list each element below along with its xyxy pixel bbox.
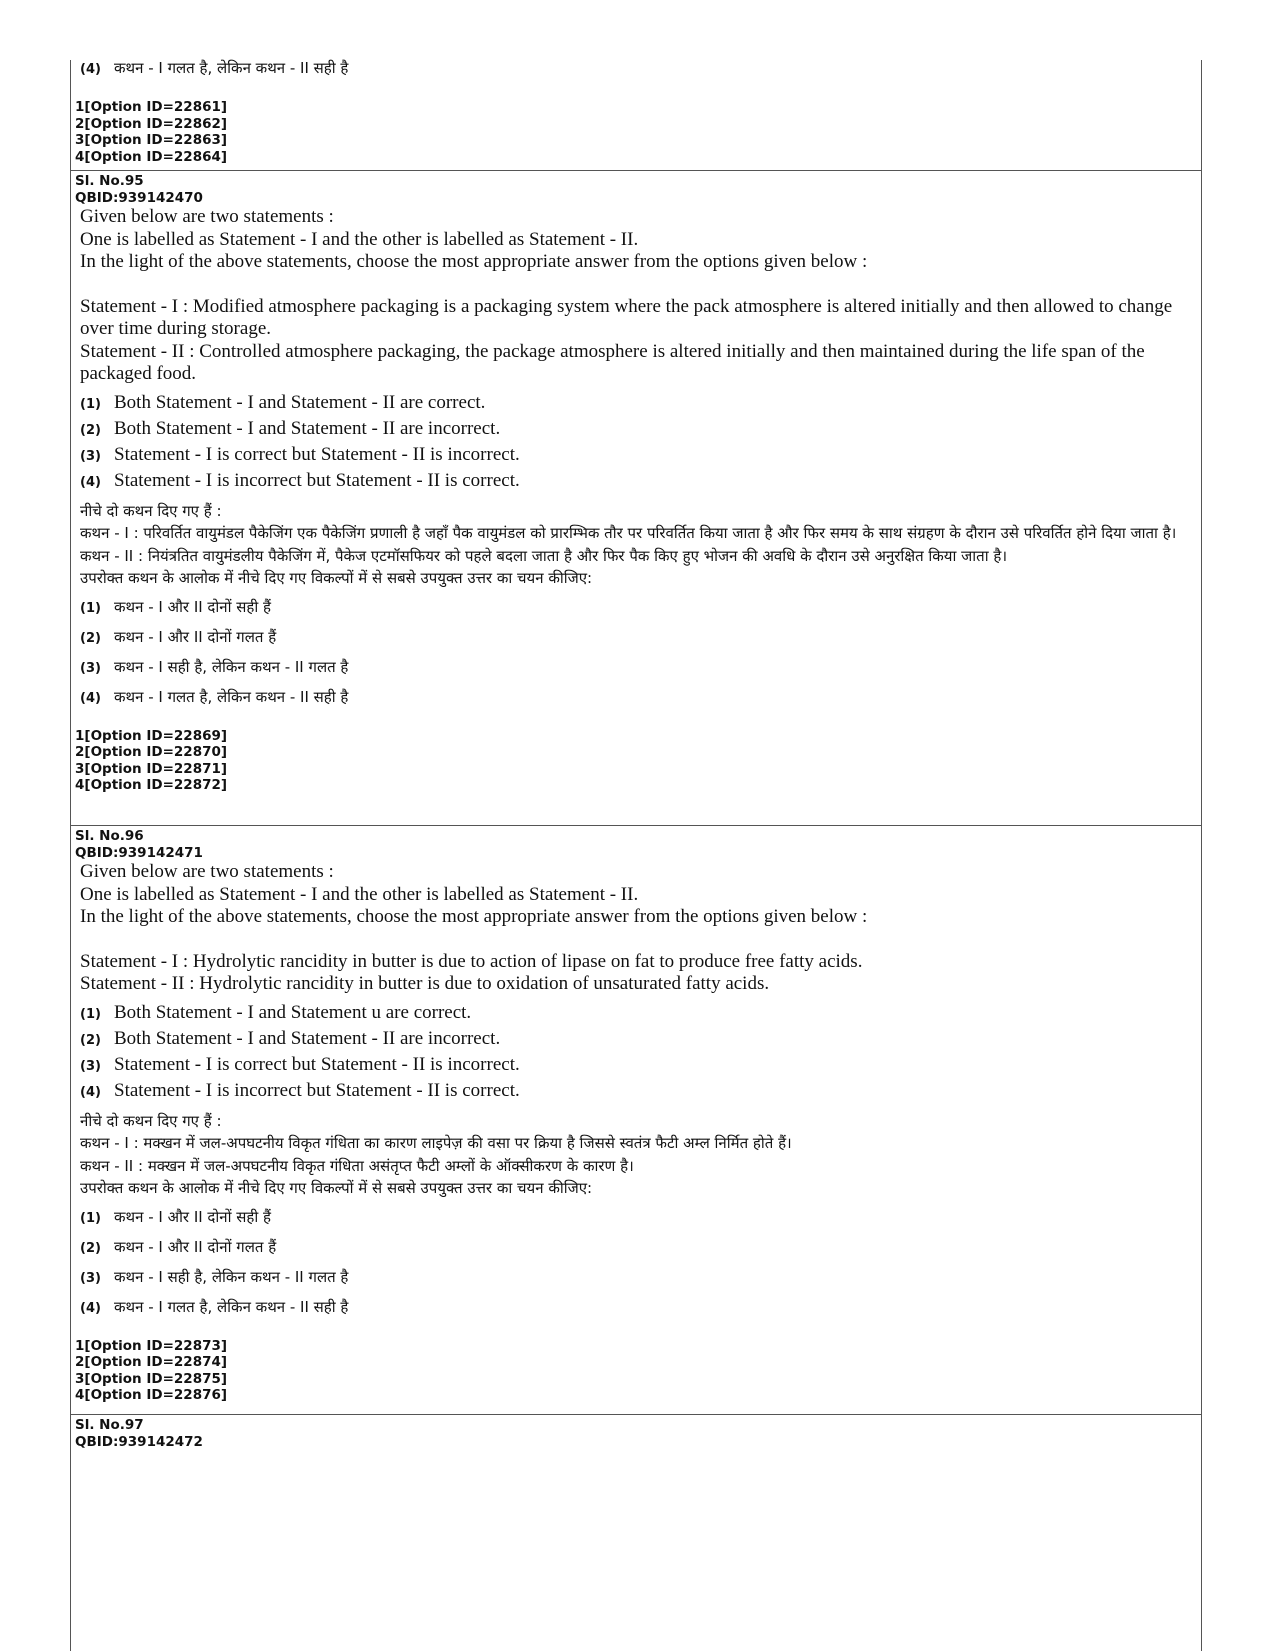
english-option-3[interactable] [70,444,1202,470]
option-number: (2) [80,422,101,438]
option-id: 1[Option ID=22873] [75,1337,228,1354]
option-number: (4) [80,474,101,490]
hindi-option-4 [70,57,1202,87]
intro-line: In the light of the above statements, choose the most appropriate answer from the options given below : [80,906,868,928]
question-96 [70,828,1202,1404]
option-text: Both Statement - I and Statement - II are incorrect. [114,417,501,439]
statements-english [70,296,1202,386]
option-number: (1) [80,396,101,412]
english-option-4[interactable] [70,470,1202,496]
option-number: (4) [80,1300,101,1316]
option-text: Both Statement - I and Statement - II are correct. [114,391,486,413]
option-number: (1) [80,600,101,616]
statements-english [70,951,1202,996]
intro-line: Given below are two statements : [80,861,334,883]
option-number: (3) [80,1058,101,1074]
question-separator [70,1414,1202,1415]
option-id: 2[Option ID=22862] [75,115,228,132]
intro-line: In the light of the above statements, choose the most appropriate answer from the options given below : [80,251,868,273]
qbid: QBID:939142472 [75,1433,203,1450]
option-text: Statement - I is incorrect but Statement - II is correct. [114,1079,520,1101]
option-number: (4) [80,1084,101,1100]
hindi-statements [70,1110,1202,1200]
option-number: (3) [80,448,101,464]
question-97 [70,1417,1202,1450]
statement-2: Statement - II : Controlled atmosphere packaging, the package atmosphere is altered initially and then maintained during the life span of the packaged food. [80,340,1145,385]
hindi-line: कथन - I : मक्खन में जल-अपघटनीय विकृत गंधिता का कारण लाइपेज़ की वसा पर क्रिया है जिससे स्वतंत्र फैटी अम्ल निर्मित होते हैं। [80,1134,792,1153]
hindi-option-1[interactable] [70,1206,1202,1236]
hindi-line: नीचे दो कथन दिए गए हैं : [80,1111,222,1130]
option-number: (3) [80,660,101,676]
hindi-option-2[interactable] [70,1236,1202,1266]
english-option-3[interactable] [70,1054,1202,1080]
question-95 [70,173,1202,794]
hindi-statements [70,500,1202,590]
option-text: कथन - I और II दोनों सही हैं [114,597,271,616]
option-id: 3[Option ID=22871] [75,760,228,777]
option-text: कथन - I और II दोनों सही हैं [114,1207,271,1226]
option-number: (2) [80,1032,101,1048]
question-separator [70,170,1202,171]
option-text: कथन - I गलत है, लेकिन कथन - II सही है [114,1297,349,1316]
question-separator [70,825,1202,826]
english-options [70,392,1202,496]
option-text: Statement - I is correct but Statement - II is incorrect. [114,443,520,465]
option-id: 4[Option ID=22872] [75,777,228,794]
hindi-option-3[interactable] [70,1266,1202,1296]
option-text: कथन - I गलत है, लेकिन कथन - II सही है [114,59,349,77]
option-text: Both Statement - I and Statement - II are incorrect. [114,1027,501,1049]
intro-line: One is labelled as Statement - I and the other is labelled as Statement - II. [80,228,639,250]
serial-number: Sl. No.97 [75,1417,144,1433]
qbid: QBID:939142470 [75,189,203,206]
question-intro [70,861,1202,929]
english-option-4[interactable] [70,1080,1202,1106]
option-text: Both Statement - I and Statement u are correct. [114,1001,472,1023]
option-text: कथन - I सही है, लेकिन कथन - II गलत है [114,657,349,676]
hindi-option-3[interactable] [70,656,1202,686]
option-text: कथन - I सही है, लेकिन कथन - II गलत है [114,1267,349,1286]
option-id: 4[Option ID=22864] [75,148,228,165]
option-id: 1[Option ID=22861] [75,99,228,115]
statement-1: Statement - I : Modified atmosphere packaging is a packaging system where the pack atmosphere is altered initially and then allowed to change over time during storage. [80,295,1173,340]
option-id: 2[Option ID=22874] [75,1354,228,1371]
hindi-line: कथन - I : परिवर्तित वायुमंडल पैकेजिंग एक पैकेजिंग प्रणाली है जहाँ पैक वायुमंडल को प्रारम्भिक तौर पर परिवर्तित किया जाता है और फिर समय के साथ संग्रहण के दौरान उसे परिवर्तित होने दिया जाता है। [80,524,1177,543]
option-number: (3) [80,1270,101,1286]
option-id: 2[Option ID=22870] [75,744,228,761]
english-options [70,1002,1202,1106]
statement-1: Statement - I : Hydrolytic rancidity in butter is due to action of lipase on fat to produce free fatty acids. [80,950,863,972]
option-text: कथन - I गलत है, लेकिन कथन - II सही है [114,687,349,706]
english-option-1[interactable] [70,392,1202,418]
hindi-option-1[interactable] [70,596,1202,626]
question-intro [70,206,1202,274]
english-option-2[interactable] [70,418,1202,444]
hindi-line: कथन - II : नियंत्रतित वायुमंडलीय पैकेजिंग में, पैकेज एटमॉसफियर को पहले बदला जाता है और फिर पैक किए हुए भोजन की अवधि के दौरान उसे अनुरक्षित किया जाता है। [80,546,1008,565]
intro-line: Given below are two statements : [80,206,334,228]
option-id-list [70,99,1202,165]
hindi-line: उपरोक्त कथन के आलोक में नीचे दिए गए विकल्पों में से सबसे उपयुक्त उत्तर का चयन कीजिए: [80,1179,593,1198]
option-number: (4) [80,690,101,706]
option-id: 4[Option ID=22876] [75,1387,228,1404]
hindi-option-4[interactable] [70,1296,1202,1326]
option-id-list [70,1338,1202,1404]
option-id-list [70,728,1202,794]
hindi-line: कथन - II : मक्खन में जल-अपघटनीय विकृत गंधिता असंतृप्त फैटी अम्लों के ऑक्सीकरण के कारण है। [80,1156,634,1175]
option-text: Statement - I is incorrect but Statement - II is correct. [114,469,520,491]
hindi-option-2[interactable] [70,626,1202,656]
option-number: (4) [80,62,101,77]
option-id: 3[Option ID=22863] [75,132,228,149]
option-number: (1) [80,1210,101,1226]
option-text: कथन - I और II दोनों गलत हैं [114,1237,277,1256]
serial-number: Sl. No.95 [75,173,144,189]
hindi-line: उपरोक्त कथन के आलोक में नीचे दिए गए विकल्पों में से सबसे उपयुक्त उत्तर का चयन कीजिए: [80,569,593,588]
english-option-2[interactable] [70,1028,1202,1054]
hindi-line: नीचे दो कथन दिए गए हैं : [80,501,222,520]
option-number: (2) [80,630,101,646]
statement-2: Statement - II : Hydrolytic rancidity in butter is due to oxidation of unsaturated fatty acids. [80,973,770,995]
option-text: Statement - I is correct but Statement - II is incorrect. [114,1053,520,1075]
intro-line: One is labelled as Statement - I and the other is labelled as Statement - II. [80,883,639,905]
option-number: (2) [80,1240,101,1256]
option-number: (1) [80,1006,101,1022]
previous-question-fragment [70,57,1202,165]
hindi-options [70,1206,1202,1326]
serial-number: Sl. No.96 [75,828,144,844]
english-option-1[interactable] [70,1002,1202,1028]
hindi-option-4[interactable] [70,686,1202,716]
option-text: कथन - I और II दोनों गलत हैं [114,627,277,646]
option-id: 1[Option ID=22869] [75,727,228,744]
option-id: 3[Option ID=22875] [75,1370,228,1387]
qbid: QBID:939142471 [75,844,203,861]
hindi-options [70,596,1202,716]
